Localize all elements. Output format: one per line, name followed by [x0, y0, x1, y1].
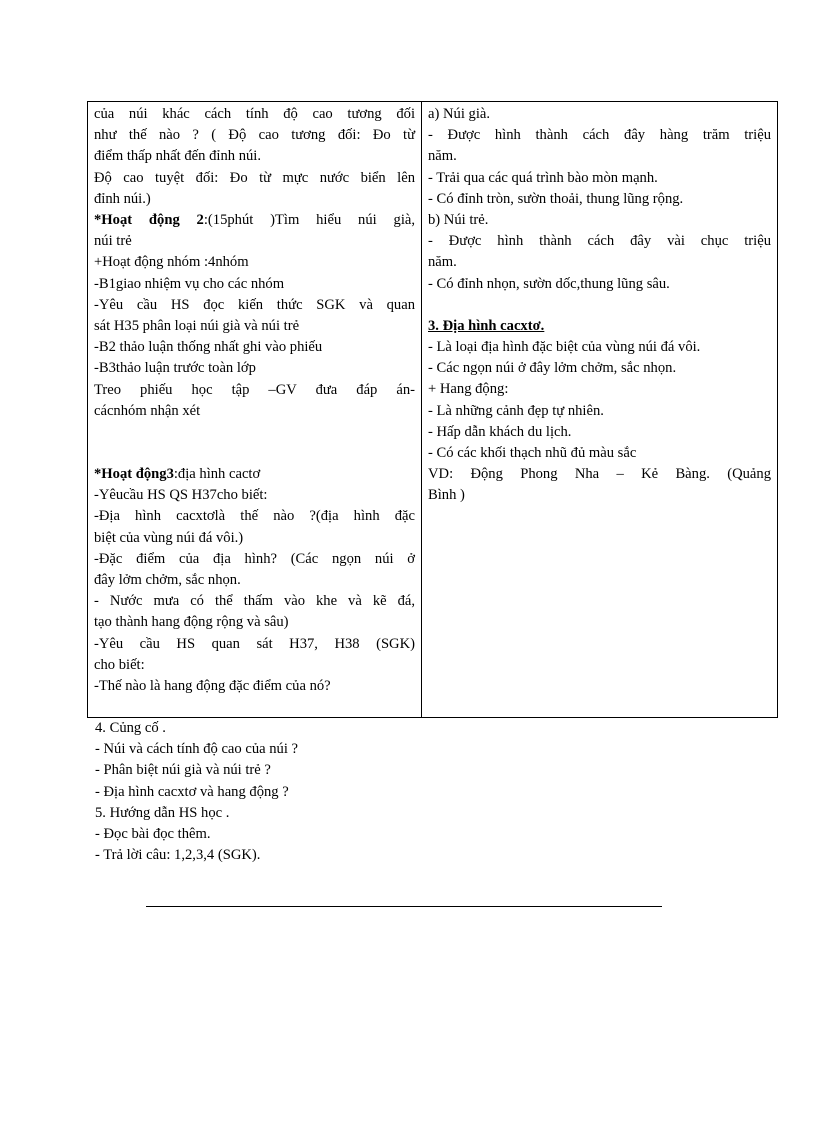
text-line: - Là loại địa hình đặc biệt của vùng núi đá vôi.: [428, 339, 701, 356]
text-line: -Yêucầu HS QS H37cho biết:: [94, 487, 268, 504]
text-line: -Đặc điểm của địa hình? (Các ngọn núi ở: [94, 550, 415, 567]
text-line: +Hoạt động nhóm :4nhóm: [94, 254, 249, 271]
text-line: cácnhóm nhận xét: [94, 402, 201, 419]
text-line: điểm thấp nhất đến đỉnh núi.: [94, 148, 261, 165]
table-row: [88, 102, 778, 718]
content-cell: [422, 102, 778, 718]
text-line: -B2 thảo luận thống nhất ghi vào phiếu: [94, 339, 323, 356]
text-line: - Được hình thành cách đây vài chục triệu: [428, 233, 771, 250]
activity-2-line: [94, 210, 415, 231]
text-line: đây lởm chởm, sắc nhọn.: [94, 572, 241, 589]
text-line: năm.: [428, 148, 457, 165]
section-5-heading: 5. Hướng dẫn HS học .: [95, 804, 230, 821]
text-line: - Có đỉnh nhọn, sườn dốc,thung lũng sâu.: [428, 275, 670, 292]
text-line: như thế nào ? ( Độ cao tương đối: Đo từ: [94, 127, 415, 144]
homework-item: - Đọc bài đọc thêm.: [95, 826, 211, 843]
text-line: Treo phiếu học tập –GV đưa đáp án-: [94, 381, 415, 398]
text-line: -Địa hình cacxtơlà thế nào ?(địa hình đặc: [94, 508, 415, 525]
review-item: - Phân biệt núi già và núi trẻ ?: [95, 762, 271, 779]
text-line: VD: Động Phong Nha – Kẻ Bàng. (Quảng: [428, 466, 771, 483]
text-line: biệt của vùng núi đá vôi.): [94, 529, 244, 546]
horizontal-divider: [146, 906, 662, 907]
activity-3-line: [94, 464, 415, 485]
text-line: cho biết:: [94, 656, 145, 673]
text-line: - Các ngọn núi ở đây lởm chởm, sắc nhọn.: [428, 360, 677, 377]
activity-2-desc: :(15phút )Tìm hiểu núi già,: [203, 212, 415, 229]
text-line: - Là những cảnh đẹp tự nhiên.: [428, 402, 604, 419]
teacher-activities-cell: [88, 102, 422, 718]
text-line: - Trải qua các quá trình bào mòn mạnh.: [428, 169, 658, 186]
text-line: -Yêu cầu HS đọc kiến thức SGK và quan: [94, 296, 415, 313]
section-4-heading: 4. Củng cố .: [95, 720, 166, 736]
text-line: của núi khác cách tính độ cao tương đối: [94, 106, 415, 122]
text-line: đỉnh núi.): [94, 190, 151, 207]
text-line: Độ cao tuyệt đối: Đo từ mực nước biển lên: [94, 169, 415, 186]
text-line: năm.: [428, 254, 457, 271]
text-line: a) Núi già.: [428, 106, 491, 122]
text-line: - Có các khối thạch nhũ đủ màu sắc: [428, 445, 637, 462]
text-line: tạo thành hang động rộng và sâu): [94, 614, 289, 631]
text-line: -B3thảo luận trước toàn lớp: [94, 360, 256, 377]
text-line: -Thế nào là hang động đặc điểm của nó?: [94, 678, 331, 695]
text-line: b) Núi trẻ.: [428, 212, 489, 229]
text-line: - Có đỉnh tròn, sườn thoải, thung lũng rộng.: [428, 190, 684, 207]
activity-2-title: *Hoạt động 2: [94, 212, 204, 229]
text-line: -B1giao nhiệm vụ cho các nhóm: [94, 275, 285, 292]
activity-3-title: *Hoạt động3: [94, 466, 174, 483]
section-heading: 3. Địa hình cacxtơ.: [428, 317, 545, 334]
spacer: [428, 295, 771, 316]
homework-item: - Trả lời câu: 1,2,3,4 (SGK).: [95, 847, 261, 864]
review-item: - Địa hình cacxtơ và hang động ?: [95, 783, 289, 800]
text-line: + Hang động:: [428, 381, 509, 398]
text-line: - Hấp dẫn khách du lịch.: [428, 423, 572, 440]
text-line: - Được hình thành cách đây hàng trăm triệu: [428, 127, 771, 144]
activity-3-desc: :địa hình cactơ: [173, 466, 261, 483]
text-line: sát H35 phân loại núi già và núi trẻ: [94, 318, 300, 335]
lesson-table: [87, 101, 778, 718]
spacer: [94, 422, 415, 464]
text-line: -Yêu cầu HS quan sát H37, H38 (SGK): [94, 635, 415, 652]
review-item: - Núi và cách tính độ cao của núi ?: [95, 741, 299, 758]
after-table-section: [95, 718, 298, 866]
text-line: Bình ): [428, 487, 465, 504]
text-line: núi trẻ: [94, 233, 132, 250]
text-line: - Nước mưa có thể thấm vào khe và kẽ đá,: [94, 593, 415, 610]
